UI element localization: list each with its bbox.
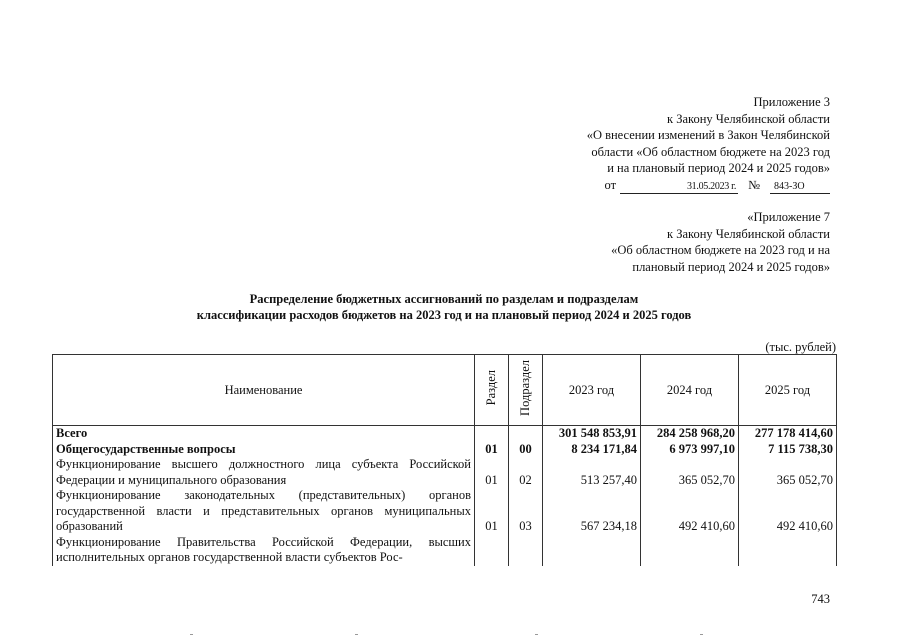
row-name: Всего [53,426,475,442]
header-subsection [509,355,543,426]
appendix-7-line: плановый период 2024 и 2025 годов» [632,259,830,274]
row-subsection: 03 [509,488,543,535]
row-2024: 284 258 968,20 [641,426,739,442]
appendix-3-line: и на плановый период 2024 и 2025 годов» [607,161,830,175]
row-name: Функционирование законодательных (представительных) органов государственной власти и представительных органов муниципальных образований [53,488,475,535]
row-subsection: 02 [509,457,543,488]
row-2025: 492 410,60 [739,488,837,535]
appendix-3-line: «О внесении изменений в Закон Челябинской [586,128,830,142]
header-section [475,355,509,426]
scan-mark [700,634,703,635]
table-row [53,426,837,442]
law-date: 31.05.2023 г. [620,180,738,194]
table-row [53,457,837,488]
row-2023: 8 234 171,84 [543,442,641,458]
row-section [475,535,509,566]
number-prefix: № [748,177,760,192]
row-2024 [641,535,739,566]
row-2023: 301 548 853,91 [543,426,641,442]
row-2025: 277 178 414,60 [739,426,837,442]
row-name: Общегосударственные вопросы [53,442,475,458]
row-section: 01 [475,488,509,535]
appendix-3-header [587,94,830,194]
header-subsection-label: Подраздел [518,360,532,416]
budget-table [52,354,837,566]
header-2023: 2023 год [543,355,641,426]
appendix-3-line: области «Об областном бюджете на 2023 год [591,144,830,159]
row-2025: 7 115 738,30 [739,442,837,458]
header-section-label: Раздел [484,370,498,406]
table-row [53,488,837,535]
title-line: классификации расходов бюджетов на 2023 год и на плановый период 2024 и 2025 годов [196,308,692,322]
appendix-3-line: к Закону Челябинской области [667,111,830,126]
row-2023: 567 234,18 [543,488,641,535]
header-2025: 2025 год [739,355,837,426]
row-section: 01 [475,457,509,488]
appendix-3-line: Приложение 3 [753,95,830,109]
appendix-7-line: к Закону Челябинской области [667,226,830,241]
header-name: Наименование [53,355,475,426]
header-2024: 2024 год [641,355,739,426]
law-number: 843-ЗО [770,180,830,194]
table-row [53,442,837,458]
row-subsection [509,535,543,566]
scan-mark [190,634,193,635]
units-label: (тыс. рублей) [765,340,836,354]
row-2024: 492 410,60 [641,488,739,535]
row-2025: 365 052,70 [739,457,837,488]
table-row [53,535,837,566]
document-title [52,291,836,323]
date-prefix: от [604,177,617,192]
row-2024: 6 973 997,10 [641,442,739,458]
row-2024: 365 052,70 [641,457,739,488]
scan-mark [355,634,358,635]
row-section: 01 [475,442,509,458]
page-number: 743 [811,592,830,606]
appendix-7-line: «Приложение 7 [747,210,830,224]
table-header-row [53,355,837,426]
row-2023: 513 257,40 [543,457,641,488]
row-name: Функционирование Правительства Российской Федерации, высших исполнительных органов государственной власти субъектов Рос- [53,535,475,566]
scan-mark [535,634,538,635]
law-date-line [587,177,830,194]
row-2025 [739,535,837,566]
row-subsection [509,426,543,442]
appendix-7-line: «Об областном бюджете на 2023 год и на [611,243,830,257]
row-subsection: 00 [509,442,543,458]
row-name: Функционирование высшего должностного лица субъекта Российской Федерации и муниципального образования [53,457,475,488]
row-2023 [543,535,641,566]
row-section [475,426,509,442]
title-line: Распределение бюджетных ассигнований по разделам и подразделам [249,292,639,306]
appendix-7-header [611,209,830,275]
